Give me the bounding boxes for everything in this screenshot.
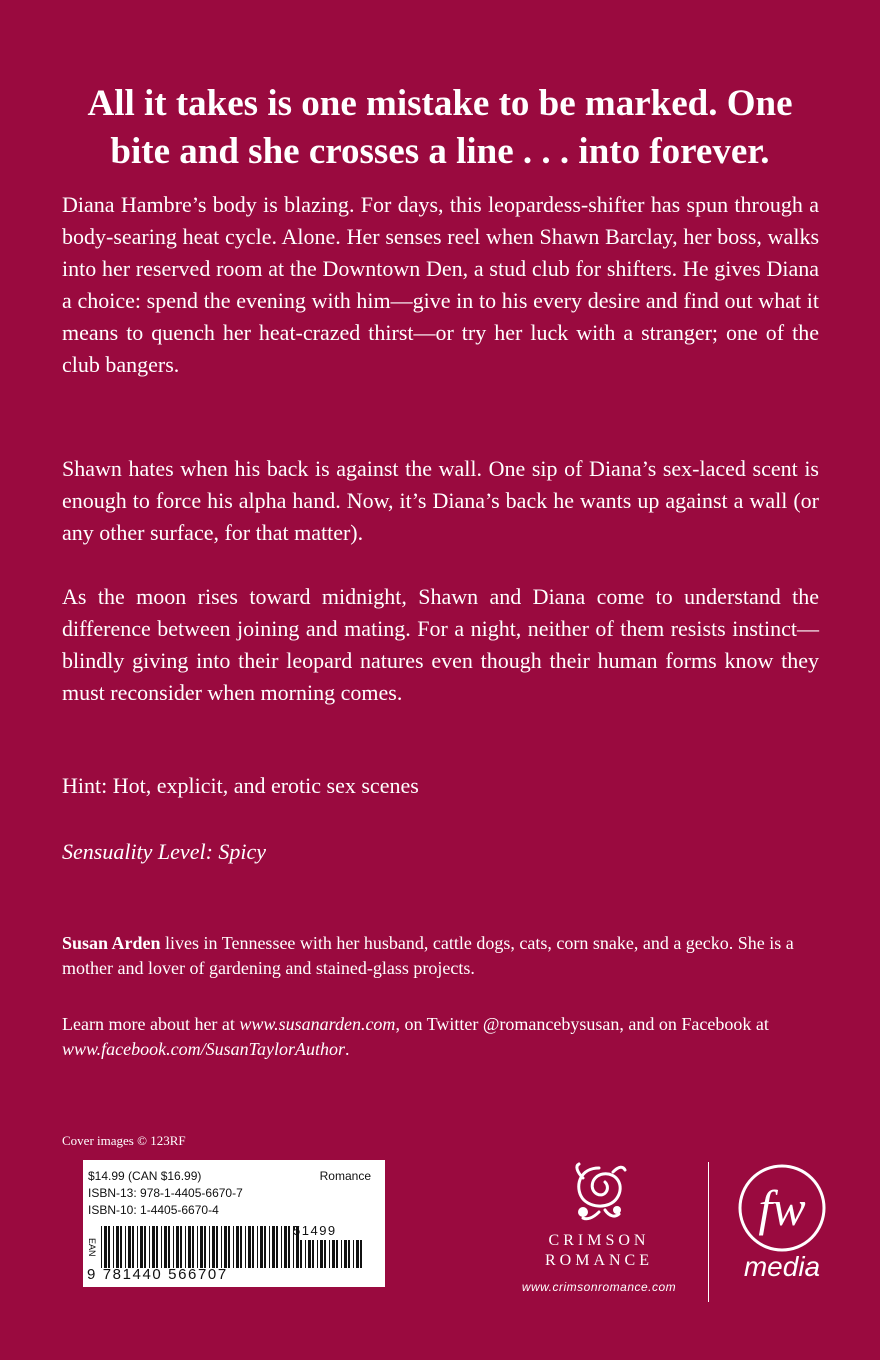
content-hint: Hint: Hot, explicit, and erotic sex scenes (62, 773, 419, 798)
author-links (62, 1012, 822, 1062)
genre-label: Romance (319, 1169, 371, 1183)
fw-media-logo-icon (736, 1163, 828, 1253)
barcode-block (83, 1160, 385, 1287)
sensuality-level: Sensuality Level: Spicy (62, 839, 267, 864)
barcode-addon-digits: 51499 (293, 1223, 337, 1238)
barcode-icon (101, 1226, 381, 1268)
learn-more-suffix: . (345, 1039, 350, 1059)
fw-media-label: media (743, 1251, 821, 1282)
crimson-romance-name (498, 1231, 700, 1271)
romance-word: ROMANCE (544, 1252, 653, 1269)
blurb-paragraph-1: Diana Hambre’s body is blazing. For days, this leopardess-shifter has spun through a body-searing heat cycle. Alone. Her senses reel when Shawn Barclay, her boss, walks into her reserved room at the Downtown Den, a stud club for shifters. He gives Diana a choice: spend the evening with him—give in to his every desire and find out what it means to quench her heat-crazed thirst—or try her luck with a stranger; one of the club bangers. (62, 192, 819, 377)
learn-more-mid: , on Twitter @romancebysusan, and on Facebook at (395, 1014, 769, 1034)
author-facebook-link[interactable]: www.facebook.com/SusanTaylorAuthor (62, 1039, 345, 1059)
author-website-link[interactable]: www.susanarden.com (239, 1014, 396, 1034)
fw-logo-letters: fw (758, 1180, 806, 1236)
author-bio-text: lives in Tennessee with her husband, cattle dogs, cats, corn snake, and a gecko. She is a mother and lover of gardening and stained-glass projects. (62, 933, 794, 978)
crimson-romance-url[interactable]: www.crimsonromance.com (521, 1280, 677, 1294)
barcode-digits: 9 781440 566707 (87, 1266, 228, 1283)
author-name: Susan Arden (62, 933, 161, 953)
author-bio (62, 931, 822, 981)
cover-credit: Cover images © 123RF (62, 1133, 186, 1148)
blurb-paragraph-2: Shawn hates when his back is against the wall. One sip of Diana’s sex-laced scent is enough to force his alpha hand. Now, it’s Diana’s back he wants up against a wall (or any other surface, for that matter). (62, 456, 819, 545)
learn-more-prefix: Learn more about her at (62, 1014, 240, 1034)
isbn-10: ISBN-10: 1-4405-6670-4 (88, 1203, 219, 1217)
crimson-romance-logo (498, 1160, 700, 1300)
rose-logo-icon (569, 1160, 629, 1224)
headline-line-1: All it takes is one mistake to be marked. One (87, 83, 793, 124)
ean-label: EAN (87, 1238, 97, 1257)
isbn-13: ISBN-13: 978-1-4405-6670-7 (88, 1186, 243, 1200)
price-label: $14.99 (CAN $16.99) (88, 1169, 202, 1183)
blurb-paragraph-3: As the moon rises toward midnight, Shawn and Diana come to understand the difference between joining and mating. For a night, neither of them resists instinct—blindly giving into their leopard natures even though their human forms know they must reconsider when morning comes. (62, 584, 819, 705)
headline (60, 80, 820, 176)
logo-divider (708, 1162, 709, 1302)
crimson-word: CRIMSON (548, 1232, 650, 1249)
headline-line-2: bite and she crosses a line . . . into forever. (110, 131, 770, 172)
